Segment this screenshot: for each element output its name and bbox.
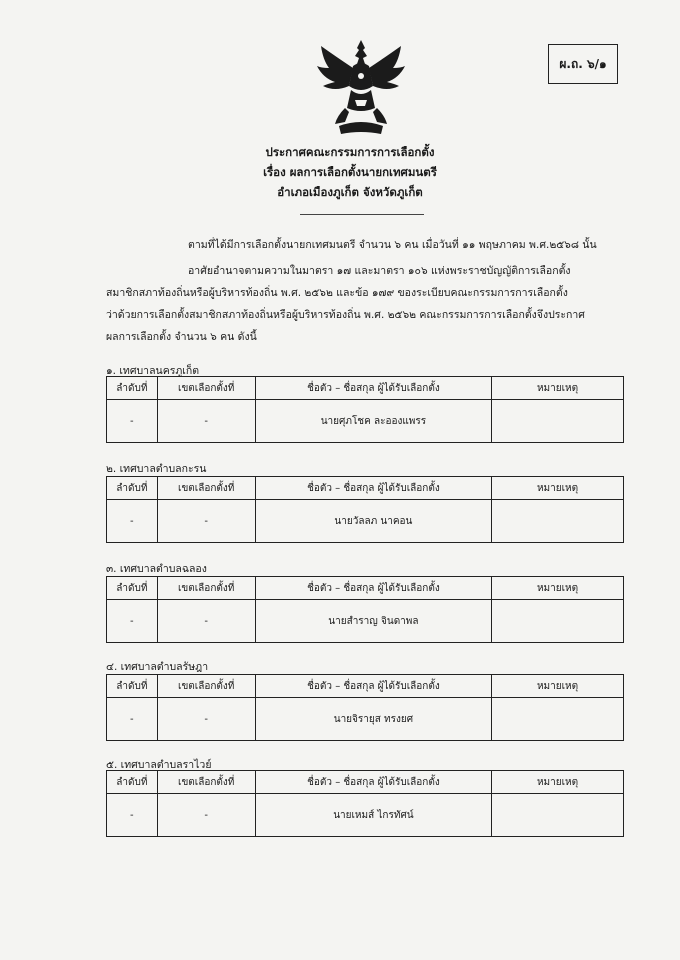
col-district: เขตเลือกตั้งที่ (157, 675, 255, 698)
body-paragraph-3: สมาชิกสภาท้องถิ่นหรือผู้บริหารท้องถิ่น พ.ศ. ๒๕๖๒ และข้อ ๑๗๙ ของระเบียบคณะกรรมการการเลือกตั้ง (106, 287, 568, 299)
cell-district: - (157, 794, 255, 837)
cell-district: - (157, 600, 255, 643)
col-district: เขตเลือกตั้งที่ (157, 577, 255, 600)
cell-order: - (107, 794, 158, 837)
cell-name: นายเหมส์ ไกรทัศน์ (255, 794, 491, 837)
body-paragraph-4: ว่าด้วยการเลือกตั้งสมาชิกสภาท้องถิ่นหรือผู้บริหารท้องถิ่น พ.ศ. ๒๕๖๒ คณะกรรมการการเลือกตั้งจึงประกาศ (106, 309, 585, 321)
cell-remark (492, 500, 624, 543)
col-name: ชื่อตัว – ชื่อสกุล ผู้ได้รับเลือกตั้ง (255, 477, 491, 500)
col-name: ชื่อตัว – ชื่อสกุล ผู้ได้รับเลือกตั้ง (255, 377, 491, 400)
table-header-row (107, 771, 624, 794)
table-row (107, 400, 624, 443)
cell-remark (492, 698, 624, 741)
col-order: ลำดับที่ (107, 675, 158, 698)
table-header-row (107, 377, 624, 400)
cell-name: นายสำราญ จินดาพล (255, 600, 491, 643)
table-row (107, 794, 624, 837)
results-table (106, 674, 624, 741)
table-row (107, 600, 624, 643)
body-paragraph-5: ผลการเลือกตั้ง จำนวน ๖ คน ดังนี้ (106, 331, 257, 343)
col-district: เขตเลือกตั้งที่ (157, 477, 255, 500)
col-district: เขตเลือกตั้งที่ (157, 771, 255, 794)
results-table (106, 576, 624, 643)
col-district: เขตเลือกตั้งที่ (157, 377, 255, 400)
table-row (107, 500, 624, 543)
col-name: ชื่อตัว – ชื่อสกุล ผู้ได้รับเลือกตั้ง (255, 577, 491, 600)
col-remark: หมายเหตุ (492, 675, 624, 698)
heading-line-3: อำเภอเมืองภูเก็ต จังหวัดภูเก็ต (277, 185, 423, 199)
col-order: ลำดับที่ (107, 577, 158, 600)
section-title: ๒. เทศบาลตำบลกะรน (106, 463, 207, 475)
results-table (106, 770, 624, 837)
table-header-row (107, 477, 624, 500)
garuda-emblem-icon (315, 38, 407, 138)
col-remark: หมายเหตุ (492, 771, 624, 794)
col-order: ลำดับที่ (107, 771, 158, 794)
heading-line-2: เรื่อง ผลการเลือกตั้งนายกเทศมนตรี (263, 165, 437, 179)
cell-order: - (107, 400, 158, 443)
cell-name: นายศุภโชค ละอองแพรร (255, 400, 491, 443)
col-order: ลำดับที่ (107, 477, 158, 500)
cell-district: - (157, 698, 255, 741)
col-remark: หมายเหตุ (492, 477, 624, 500)
cell-order: - (107, 600, 158, 643)
cell-name: นายวัลลภ นาคอน (255, 500, 491, 543)
col-name: ชื่อตัว – ชื่อสกุล ผู้ได้รับเลือกตั้ง (255, 675, 491, 698)
cell-remark (492, 600, 624, 643)
cell-district: - (157, 500, 255, 543)
section-title: ๕. เทศบาลตำบลราไวย์ (106, 759, 212, 771)
cell-remark (492, 400, 624, 443)
heading-line-1: ประกาศคณะกรรมการการเลือกตั้ง (265, 145, 435, 159)
section-title: ๔. เทศบาลตำบลรัษฎา (106, 661, 209, 673)
cell-order: - (107, 698, 158, 741)
col-remark: หมายเหตุ (492, 577, 624, 600)
results-table (106, 476, 624, 543)
col-order: ลำดับที่ (107, 377, 158, 400)
cell-remark (492, 794, 624, 837)
table-header-row (107, 577, 624, 600)
body-paragraph-2: อาศัยอำนาจตามความในมาตรา ๑๗ และมาตรา ๑๐๖ แห่งพระราชบัญญัติการเลือกตั้ง (188, 265, 571, 277)
body-paragraph-1: ตามที่ได้มีการเลือกตั้งนายกเทศมนตรี จำนวน ๖ คน เมื่อวันที่ ๑๑ พฤษภาคม พ.ศ.๒๕๖๘ นั้น (188, 239, 597, 251)
results-table (106, 376, 624, 443)
section-title: ๑. เทศบาลนครภูเก็ต (106, 365, 200, 377)
section-title: ๓. เทศบาลตำบลฉลอง (106, 563, 207, 575)
col-remark: หมายเหตุ (492, 377, 624, 400)
col-name: ชื่อตัว – ชื่อสกุล ผู้ได้รับเลือกตั้ง (255, 771, 491, 794)
cell-district: - (157, 400, 255, 443)
cell-order: - (107, 500, 158, 543)
table-row (107, 698, 624, 741)
form-code-box: ผ.ถ. ๖/๑ (548, 44, 618, 84)
cell-name: นายจิรายุส ทรงยศ (255, 698, 491, 741)
table-header-row (107, 675, 624, 698)
heading-divider (300, 214, 424, 215)
